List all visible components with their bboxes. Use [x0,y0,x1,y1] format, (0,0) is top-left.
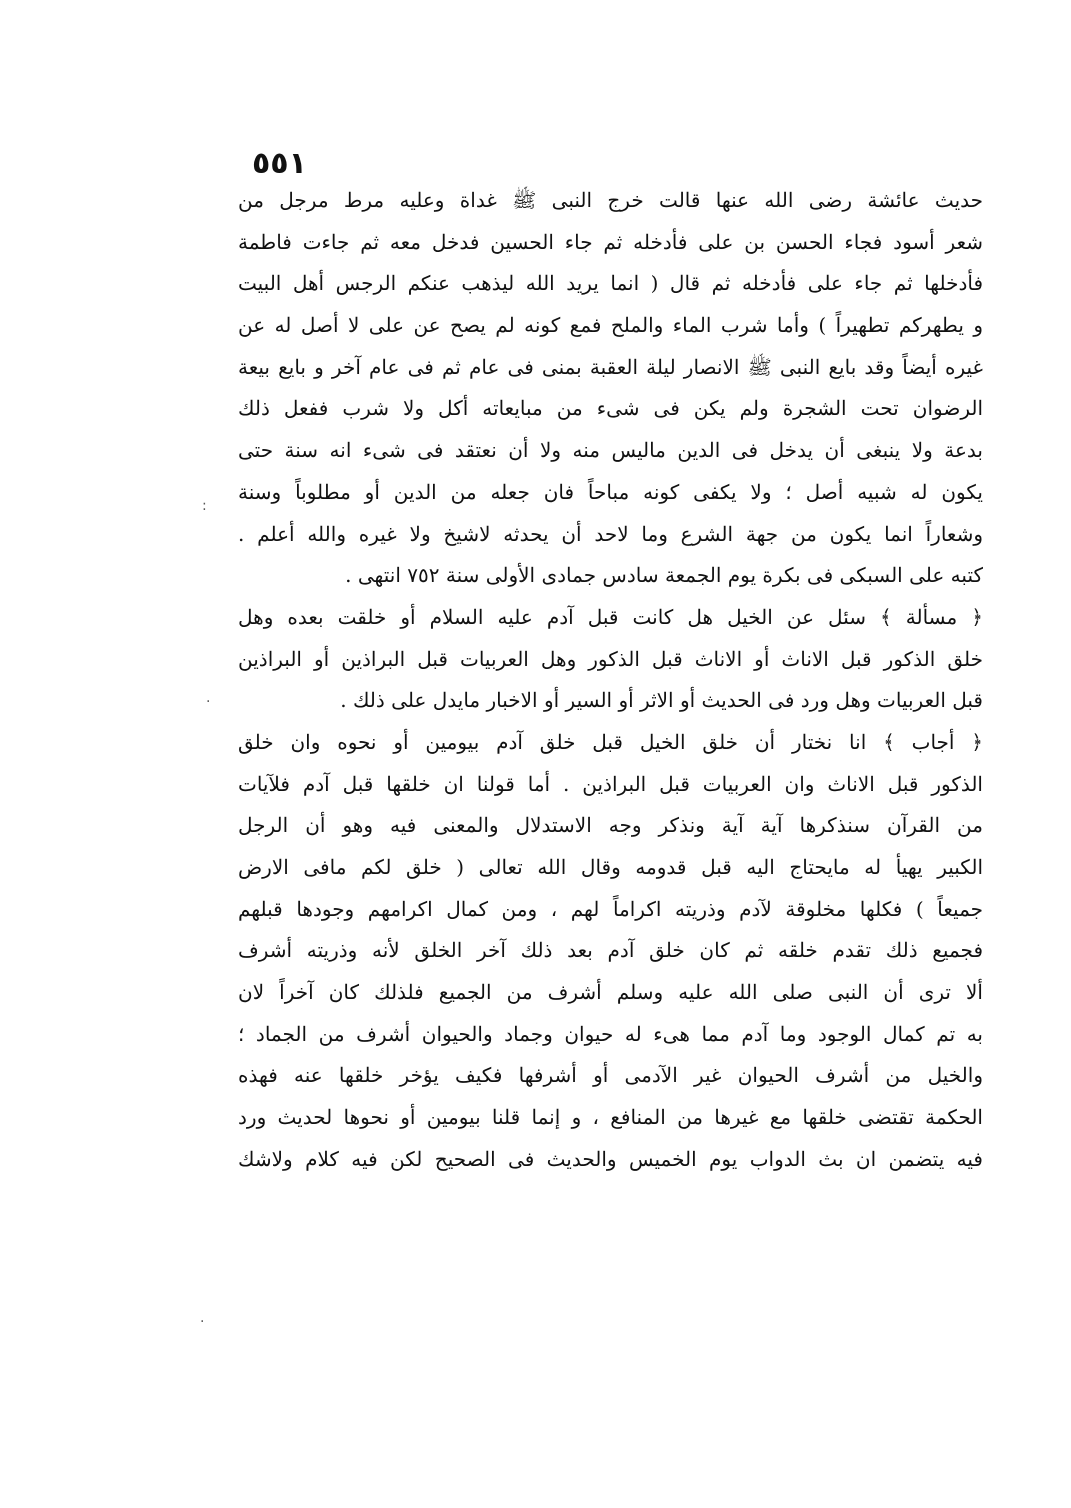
text-line: فأدخلها ثم جاء على فأدخله ثم قال ( انما يريد الله ليذهب عنكم الرجس أهل البيت [238,271,983,296]
text-line: شعر أسود فجاء الحسن بن على فأدخله ثم جاء الحسين فدخل معه ثم جاءت فاطمة [238,229,983,254]
text-line: الحكمة تقتضى خلقها مع غيرها من المنافع ، و إنما قلنا بيومين أو نحوها لحديث ورد [238,1105,983,1130]
text-line: الكبير يهيأ له مايحتاج اليه قبل قدومه وقال الله تعالى ( خلق لكم مافى الارض [238,855,983,879]
question-heading-line: ﴿ مسألة ﴾ سئل عن الخيل هل كانت قبل آدم عليه السلام أو خلقت بعده وهل [238,604,983,629]
text-line: وشعاراً انما يكون من جهة الشرع وما لاحد أن يحدثه لاشيخ ولا غيره والله أعلم . [238,521,983,546]
text-line: والخيل من أشرف الحيوان غير الآدمى أو أشرفها فكيف يؤخر خلقها عنه فهذه [238,1063,983,1088]
text-line: و يطهركم تطهيراً ) وأما شرب الماء والملح فمع كونه لم يصح عن على لا أصل له عن [238,313,983,338]
text-line: من القرآن سنذكرها آية آية ونذكر وجه الاستدلال والمعنى فيه وهو أن الرجل [238,813,983,838]
text-line: بدعة ولا ينبغى أن يدخل فى الدين ماليس منه ولا أن نعتقد فى شىء انه سنة حتى [238,438,983,463]
text-line: الذكور قبل الاناث وان العربيات قبل البراذين . أما قولنا ان خلقها قبل آدم فلآيات [238,771,983,796]
text-line: فجميع ذلك تقدم خلقه ثم كان خلق آدم بعد ذلك آخر الخلق لأنه وذريته أشرف [238,938,983,963]
text-line: فيه يتضمن ان بث الدواب يوم الخميس والحديث فى الصحيح لكن فيه كلام ولاشك [238,1146,983,1171]
text-line: غيره أيضاً وقد بايع النبى ﷺ الانصار ليلة العقبة بمنى فى عام ثم فى عام آخر و بايع بيعة [238,354,983,379]
margin-mark: : [202,498,207,514]
text-line: حديث عائشة رضى الله عنها قالت خرج النبى ﷺ غداة وعليه مرط مرجل من [238,188,983,212]
text-line: الرضوان تحت الشجرة ولم يكن فى شىء من مبايعاته أكل ولا شرب ففعل ذلك [238,396,983,421]
text-line: خلق الذكور قبل الاناث أو الاناث قبل الذكور وهل العربيات قبل البراذين أو البراذين [238,646,983,671]
text-line: يكون له شبيه أصل ؛ ولا يكفى كونه مباحاً فان جعله من الدين أو مطلوباً وسنة [238,479,983,504]
text-line: به تم كمال الوجود وما آدم مما هىء له حيوان وجماد والحيوان أشرف من الجماد ؛ [238,1021,983,1046]
signature-line: كتبه على السبكى فى بكرة يوم الجمعة سادس جمادى الأولى سنة ٧٥٢ انتهى . [345,563,983,588]
margin-mark: . [200,1310,205,1326]
page-number: ٥٥١ [252,146,307,181]
margin-mark: . [206,690,211,706]
answer-heading-line: ﴿ أجاب ﴾ انا نختار أن خلق الخيل قبل خلق آدم بيومين أو نحوه وان خلق [238,729,983,754]
text-line: جميعاً ) فكلها مخلوقة لآدم وذريته اكراماً لهم ، ومن كمال اكرامهم وجودها قبلهم [238,896,983,921]
text-line: ألا ترى أن النبى صلى الله عليه وسلم أشرف من الجميع فلذلك كان آخراً لان [238,980,983,1005]
body-text [238,180,983,1181]
text-line: قبل العربيات وهل ورد فى الحديث أو الاثر أو السير أو الاخبار مايدل على ذلك . [340,688,983,713]
